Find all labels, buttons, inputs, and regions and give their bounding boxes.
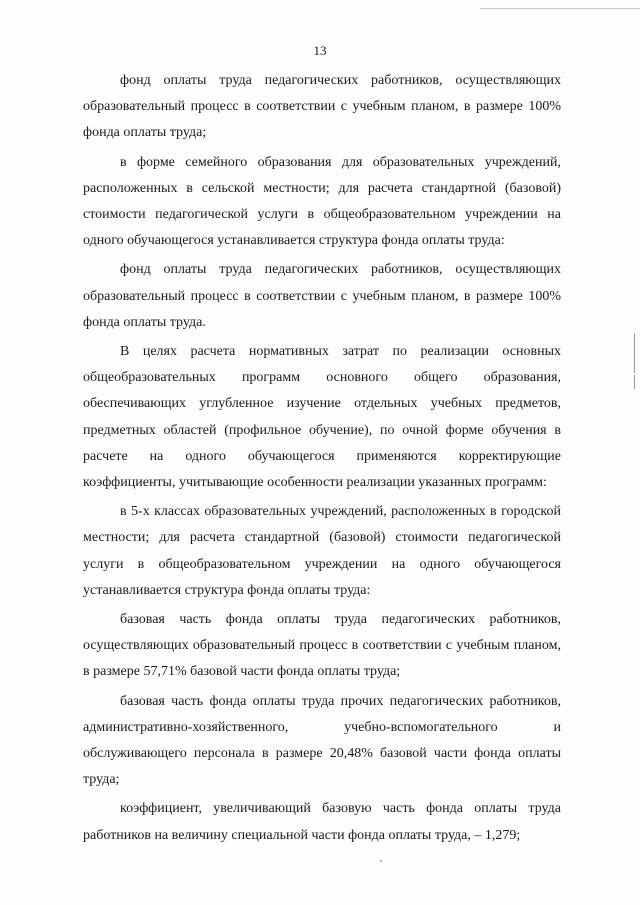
paragraph: фонд оплаты труда педагогических работников, осуществляющих образовательный процесс в соответствии с учебным планом, в размере 100% фонда оплаты труда; [83, 73, 561, 141]
scan-margin-mark [634, 375, 635, 389]
paragraph: в 5-х классах образовательных учреждений, расположенных в городской местности; для расчета стандартной (базовой) стоимости педагогической услуги в общеобразовательном учреждении на одного обучающегося устанавливается структура фонда оплаты труда: [83, 504, 561, 598]
body-text [83, 68, 561, 849]
paragraph: в форме семейного образования для образовательных учреждений, расположенных в сельской местности; для расчета стандартной (базовой) стоимости педагогической услуги в общеобразовательном учреждении на одного обучающегося устанавливается структура фонда оплаты труда: [83, 154, 561, 249]
scan-margin-mark [634, 333, 635, 373]
paragraph: коэффициент, увеличивающий базовую часть фонда оплаты труда работников на величину специальной части фонда оплаты труда, – 1,279; [83, 801, 561, 843]
paragraph: фонд оплаты труда педагогических работников, осуществляющих образовательный процесс в соответствии с учебным планом, в размере 100% фонда оплаты труда. [83, 262, 561, 330]
paragraph: базовая часть фонда оплаты труда педагогических работников, осуществляющих образовательный процесс в соответствии с учебным планом, в размере 57,71% базовой части фонда оплаты труда; [83, 612, 561, 680]
scan-speck [380, 860, 382, 862]
scan-edge-line [480, 8, 640, 9]
page-number: 13 [313, 43, 327, 58]
paragraph: базовая часть фонда оплаты труда прочих педагогических работников, административно-хозяйственного, учебно-вспомогательного и обслуживающего персонала в размере 20,48% базовой части фонда оплаты труда; [83, 693, 561, 788]
paragraph: В целях расчета нормативных затрат по реализации основных общеобразовательных программ основного общего образования, обеспечивающих углубленное изучение отдельных учебных предметов, предметных областей (профильное обучение), по очной форме обучения в расчете на одного обучающегося применяются корректирующие коэффициенты, учитывающие особенности реализации указанных программ: [83, 344, 561, 491]
